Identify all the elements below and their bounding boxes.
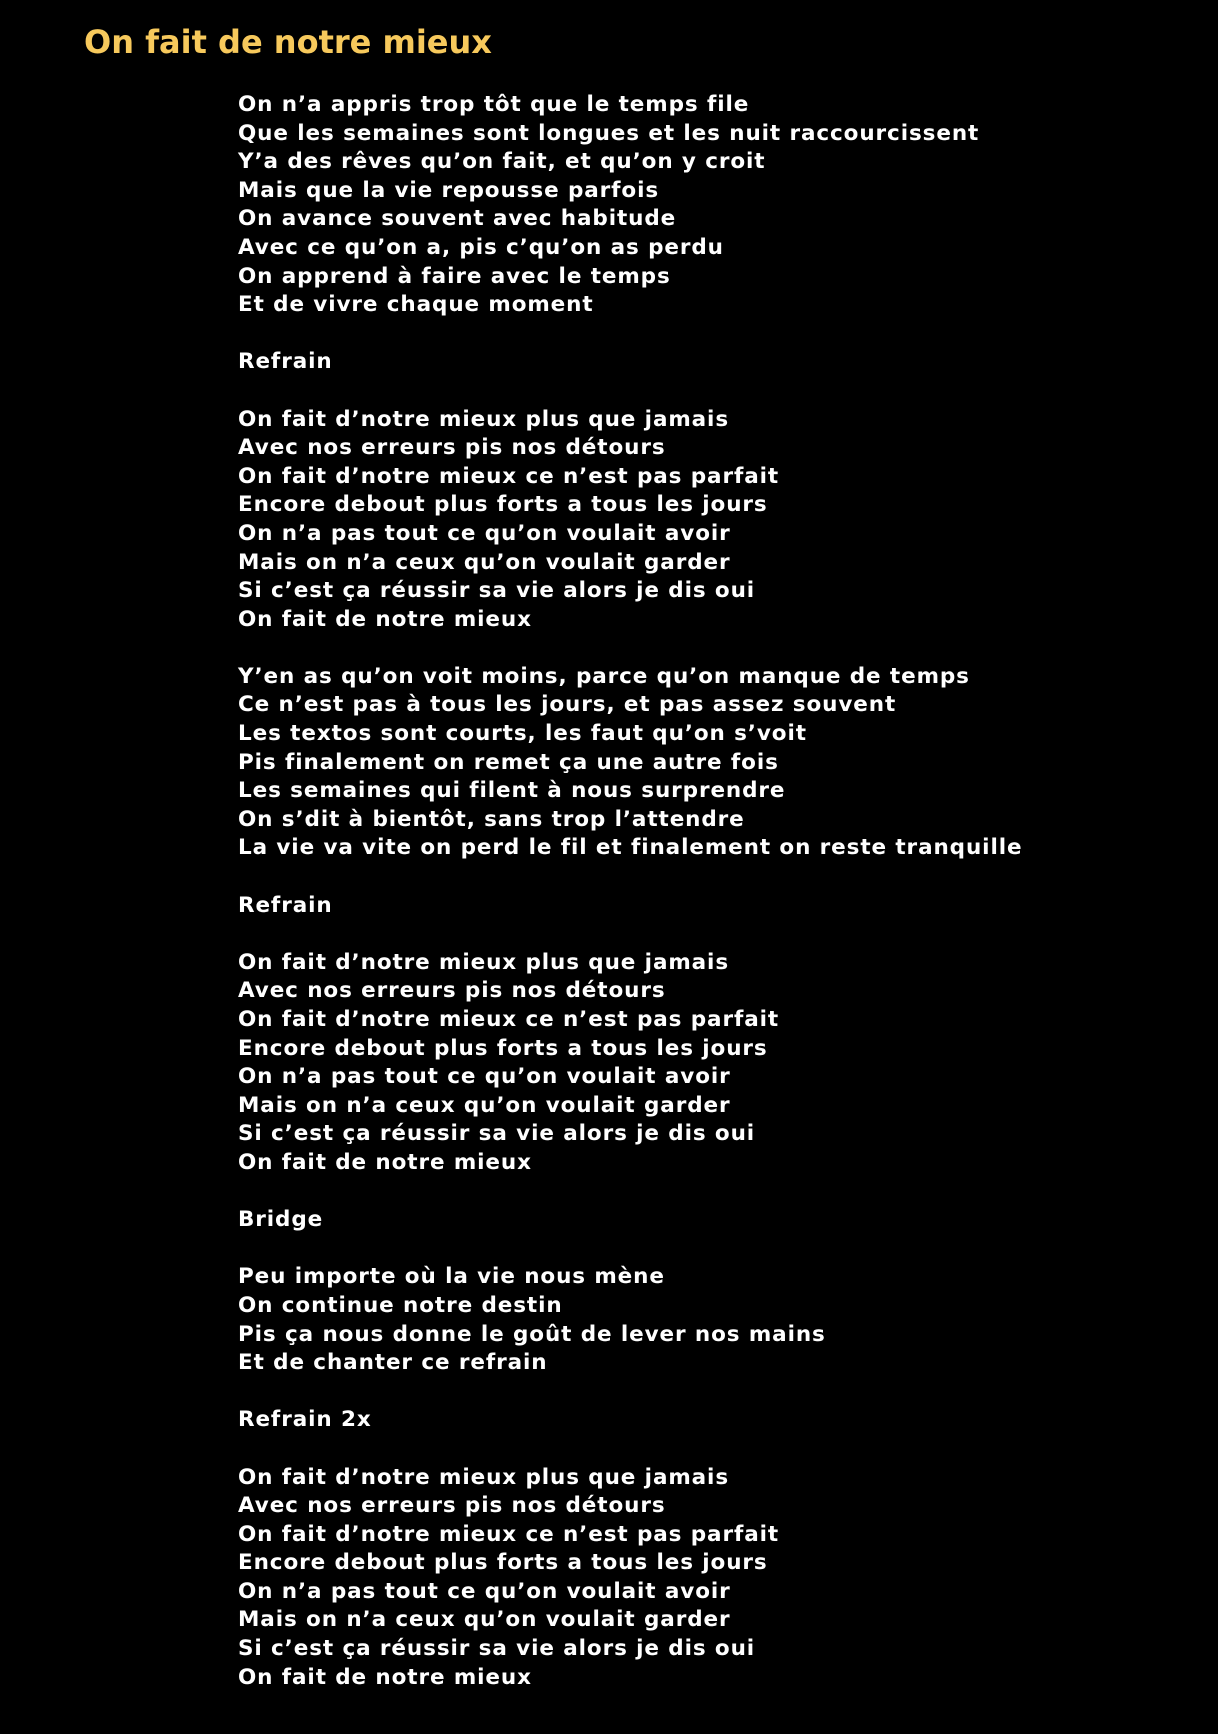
section-heading: Bridge [238,1207,324,1233]
lyric-line: Pis finalement on remet ça une autre fois [238,749,779,775]
stanza-break [238,863,1022,892]
section-heading: Refrain [238,892,333,918]
lyric-line: Si c’est ça réussir sa vie alors je dis oui [238,578,756,604]
lyric-line: Ce n’est pas à tous les jours, et pas assez souvent [238,692,897,718]
section-heading: Refrain 2x [238,1407,372,1433]
lyric-line: Encore debout plus forts a tous les jours [238,1550,768,1576]
lyric-line: On n’a pas tout ce qu’on voulait avoir [238,1064,731,1090]
lyric-line: Avec nos erreurs pis nos détours [238,435,666,461]
lyrics-body [238,91,1022,1692]
stanza-break [238,320,1022,349]
lyric-line: Et de chanter ce refrain [238,1350,548,1376]
lyric-line: On fait d’notre mieux ce n’est pas parfait [238,463,780,489]
stanza-break [238,1435,1022,1464]
lyric-line: Avec ce qu’on a, pis c’qu’on as perdu [238,234,724,260]
lyric-line: On n’a pas tout ce qu’on voulait avoir [238,520,731,546]
lyric-line: On fait d’notre mieux ce n’est pas parfait [238,1521,780,1547]
lyric-line: On fait d’notre mieux ce n’est pas parfait [238,1007,780,1032]
lyric-line: Encore debout plus forts a tous les jours [238,1035,768,1061]
lyric-line: Avec nos erreurs pis nos détours [238,978,666,1004]
lyric-line: Mais que la vie repousse parfois [238,177,660,203]
lyric-line: Y’a des rêves qu’on fait, et qu’on y croit [238,149,766,175]
lyric-line: Avec nos erreurs pis nos détours [238,1493,666,1519]
lyric-line: On n’a appris trop tôt que le temps file [238,92,750,117]
stanza-break [238,377,1022,406]
section-heading: Refrain [238,349,333,375]
lyric-line: On fait de notre mieux [238,1149,532,1175]
lyric-line: On fait de notre mieux [238,1664,532,1690]
lyric-line: Les semaines qui filent à nous surprendre [238,778,786,804]
stanza-break [238,920,1022,949]
lyric-line: On n’a pas tout ce qu’on voulait avoir [238,1578,731,1604]
lyric-line: On fait de notre mieux [238,606,532,632]
stanza-break [238,1178,1022,1207]
stanza-break [238,1235,1022,1264]
lyric-line: Mais on n’a ceux qu’on voulait garder [238,1092,731,1118]
stanza-break [238,634,1022,663]
lyric-line: La vie va vite on perd le fil et finalement on reste tranquille [238,835,1023,861]
lyric-line: Y’en as qu’on voit moins, parce qu’on manque de temps [238,663,970,689]
lyric-line: On s’dit à bientôt, sans trop l’attendre [238,806,745,832]
stanza-break [238,1378,1022,1407]
lyric-line: On fait d’notre mieux plus que jamais [238,406,730,432]
lyric-line: On continue notre destin [238,1292,563,1318]
lyric-line: Mais on n’a ceux qu’on voulait garder [238,1607,731,1633]
lyric-line: Pis ça nous donne le goût de lever nos mains [238,1321,826,1347]
lyric-line: On apprend à faire avec le temps [238,263,671,289]
lyric-line: On fait d’notre mieux plus que jamais [238,1464,730,1490]
lyric-line: Mais on n’a ceux qu’on voulait garder [238,549,731,575]
lyric-line: On fait d’notre mieux plus que jamais [238,949,730,975]
lyric-line: Les textos sont courts, les faut qu’on s’voit [238,721,807,747]
song-title: On fait de notre mieux [84,23,492,61]
lyric-line: On avance souvent avec habitude [238,206,677,232]
lyric-line: Peu importe où la vie nous mène [238,1264,665,1290]
lyric-line: Que les semaines sont longues et les nuit raccourcissent [238,120,980,146]
lyric-line: Si c’est ça réussir sa vie alors je dis oui [238,1121,756,1147]
lyric-line: Encore debout plus forts a tous les jours [238,492,768,518]
lyric-line: Et de vivre chaque moment [238,292,594,318]
lyric-line: Si c’est ça réussir sa vie alors je dis oui [238,1636,756,1662]
